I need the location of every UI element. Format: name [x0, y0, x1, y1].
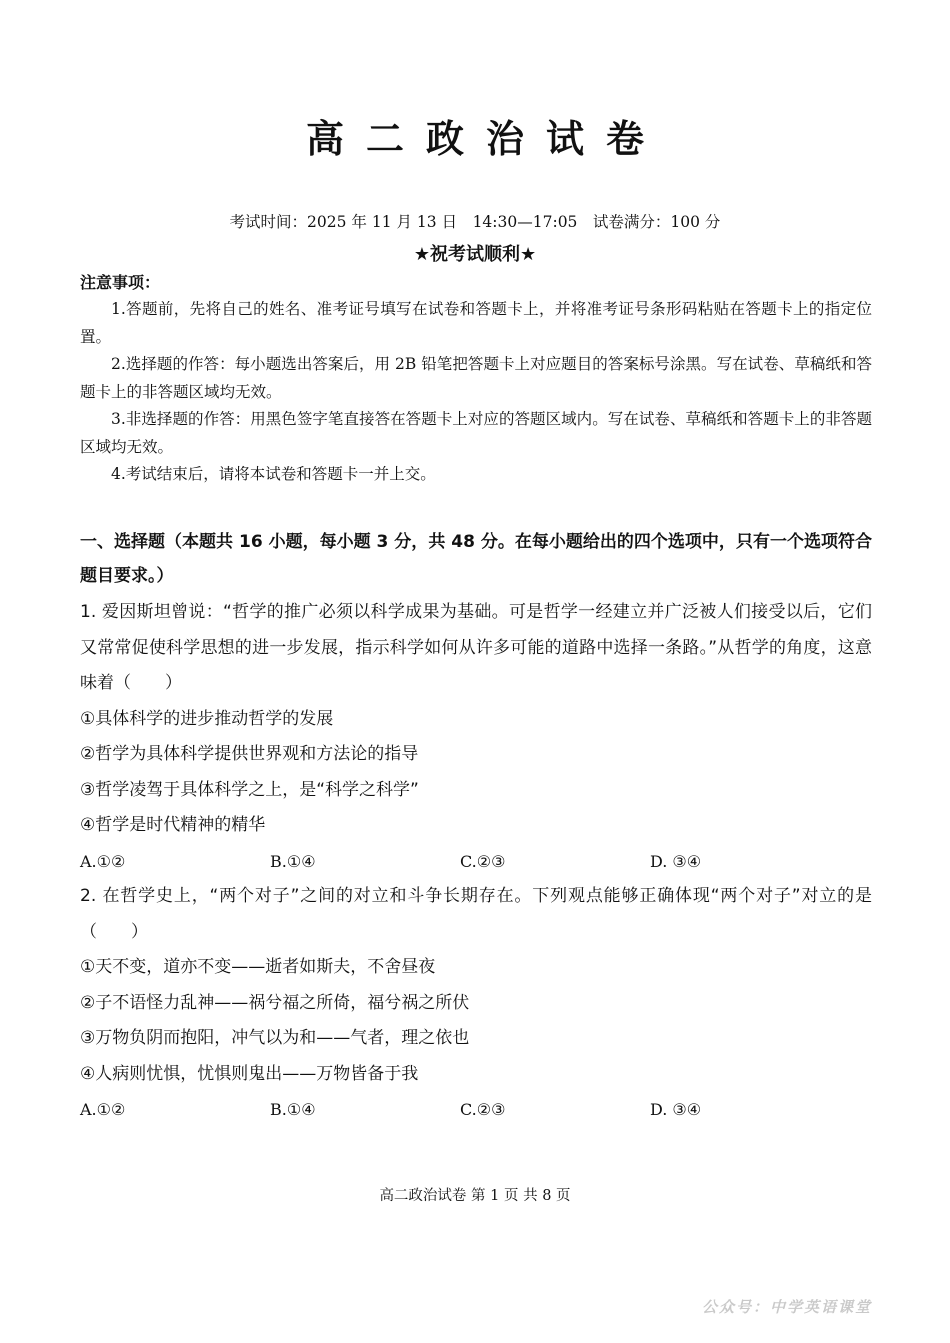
option-c: C.②③ — [460, 1100, 506, 1119]
section-heading: 一、选择题（本题共 16 小题，每小题 3 分，共 48 分。在每小题给出的四个选项中，只有一个选项符合题目要求。） — [80, 532, 872, 586]
option-b: B.①④ — [270, 851, 316, 871]
question-item: ④人病则忧惧，忧惧则鬼出——万物皆备于我 — [80, 1063, 419, 1084]
exam-meta: 考试时间：2025 年 11 月 13 日 14:30—17:05 试卷满分：100 分 — [229, 213, 721, 231]
notice-heading: 注意事项： — [80, 273, 161, 292]
option-b: B.①④ — [270, 1100, 316, 1119]
notice-item: 4.考试结束后，请将本试卷和答题卡一并上交。 — [111, 465, 436, 483]
option-d: D. ③④ — [650, 851, 702, 871]
watermark: 公众号：中学英语课堂 — [701, 1298, 872, 1316]
option-d: D. ③④ — [650, 1100, 702, 1119]
option-a: A.①② — [80, 851, 126, 871]
question-item: ④哲学是时代精神的精华 — [80, 815, 266, 835]
question-stem: 1. 爱因斯坦曾说：“哲学的推广必须以科学成果为基础。可是哲学一经建立并广泛被人们接受以后，它们又常常促使科学思想的进一步发展，指示科学如何从许多可能的道路中选择一条路。”从哲学的角度，这意味着（ ） — [80, 602, 872, 693]
notice-list — [80, 296, 872, 489]
question-stem: 2. 在哲学史上，“两个对子”之间的对立和斗争长期存在。下列观点能够正确体现“两个对子”对立的是（ ） — [80, 886, 872, 942]
answer-options — [80, 844, 872, 880]
question-item: ①具体科学的进步推动哲学的发展 — [80, 708, 334, 729]
exam-wish: ★祝考试顺利★ — [413, 244, 537, 265]
question-2 — [80, 879, 872, 1128]
notice-item: 2.选择题的作答：每小题选出答案后，用 2B 铅笔把答题卡上对应题目的答案标号涂黑。写在试卷、草稿纸和答题卡上的非答题区域均无效。 — [80, 355, 872, 401]
notice-item: 3.非选择题的作答：用黑色签字笔直接答在答题卡上对应的答题区域内。写在试卷、草稿纸和答题卡上的非答题区域均无效。 — [80, 410, 872, 456]
answer-options — [80, 1092, 872, 1128]
page-footer: 高二政治试卷 第 1 页 共 8 页 — [379, 1188, 571, 1204]
question-1 — [80, 595, 872, 879]
notice-item: 1.答题前，先将自己的姓名、准考证号填写在试卷和答题卡上，并将准考证号条形码粘贴在答题卡上的指定位置。 — [80, 300, 872, 346]
question-item: ②子不语怪力乱神——祸兮福之所倚，福兮祸之所伏 — [80, 992, 470, 1013]
question-item: ①天不变，道亦不变——逝者如斯夫，不舍昼夜 — [80, 957, 436, 977]
question-item: ③哲学凌驾于具体科学之上，是“科学之科学” — [80, 779, 419, 800]
option-c: C.②③ — [460, 851, 506, 871]
exam-title: 高二政治试卷 — [305, 117, 666, 161]
option-a: A.①② — [80, 1100, 126, 1119]
question-item: ②哲学为具体科学提供世界观和方法论的指导 — [80, 744, 419, 764]
question-item: ③万物负阴而抱阳，冲气以为和——气者，理之依也 — [80, 1028, 470, 1048]
